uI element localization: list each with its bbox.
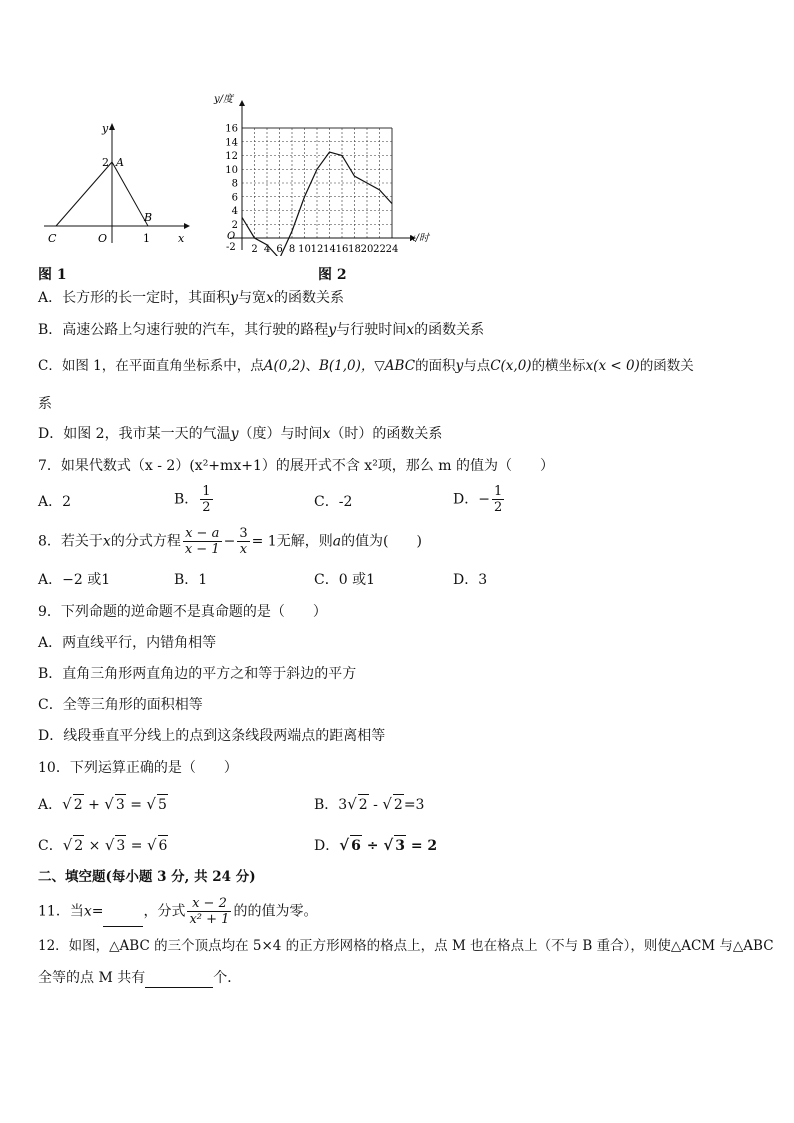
- q7-option-d: D．− $\frac{1}{2}$: [453, 484, 503, 515]
- fig2-x-label: x/时: [410, 233, 430, 244]
- fig2-x-tick-label: 16: [335, 244, 349, 255]
- fig1-y-arrow: [109, 123, 115, 130]
- fig2-y-tick-label: 8: [231, 178, 238, 190]
- fig2-x-tick-label: 12: [310, 244, 324, 255]
- fig2-x-tick-label: 24: [385, 244, 399, 255]
- fig1-point-B: B: [144, 211, 153, 224]
- q6-option-d: D．如图 2，我市某一天的气温y（度）与时间x（时）的函数关系: [38, 426, 443, 442]
- q8-option-a: A．−2 或1: [38, 572, 111, 588]
- q11-stem: 11．当x= ，分式 $\frac{x - 2}{\text{x² + 1}}$ 的的值为零。: [38, 896, 318, 927]
- fig1-segment-AB: [112, 162, 148, 226]
- q9-option-b: B．直角三角形两直角边的平方之和等于斜边的平方: [38, 666, 357, 682]
- q8-option-b: B．1: [174, 572, 208, 588]
- q10-option-a: A．√ 2 + √ 3 = √ 5: [38, 795, 167, 813]
- q9-option-d: D．线段垂直平分线上的点到这条线段两端点的距离相等: [38, 728, 386, 744]
- fig2-x-tick-label: 18: [348, 244, 361, 255]
- fig2-x-tick-label: 4: [263, 244, 271, 255]
- fig1-tick-1: 1: [143, 232, 150, 245]
- q10-option-d: D．√ 6 ÷ √ 3 = 2: [314, 836, 438, 854]
- q6-option-c-cont: 系: [38, 396, 52, 412]
- fig2-origin: O: [227, 231, 236, 242]
- fig2-y-tick-label: 4: [231, 206, 238, 217]
- q9-option-a: A．两直线平行，内错角相等: [38, 635, 217, 651]
- fig2-y-tick-label: 10: [225, 164, 238, 176]
- q9-option-c: C．全等三角形的面积相等: [38, 697, 203, 713]
- q10-option-b: B．3√ 2 - √ 2=3: [314, 795, 425, 813]
- fig2-x-tick-label: 22: [373, 244, 386, 255]
- fig1-segment-CA: [56, 162, 112, 226]
- fig2-x-tick-label: 6: [276, 244, 283, 255]
- fig2-y-tick-label: 14: [225, 137, 238, 149]
- q7-option-b: B． $\frac{1}{2}$: [174, 484, 211, 515]
- fig2-x-tick-label: 20: [360, 244, 374, 255]
- q6-option-c: C．如图 1，在平面直角坐标系中，点A(0,2)、B(1,0)，▽ABC的面积y与点C(x,0)的横坐标x(x < 0)的函数关: [38, 358, 694, 374]
- q8-stem: 8．若关于x的分式方程 $\frac{x - a}{x - 1}$ − $\frac{3}{x}$ = 1无解，则a的值为( ): [38, 526, 422, 557]
- fig2-y-tick-label: 2: [231, 219, 238, 231]
- fig2-y-tick-label: 12: [225, 151, 238, 162]
- q12-line-2: 全等的点 M 共有 个．: [38, 970, 242, 986]
- figure-2-temperature-chart: [210, 88, 450, 256]
- section-2-heading: 二、填空题(每小题 3 分, 共 24 分): [38, 869, 256, 885]
- q10-stem: 10．下列运算正确的是（ ）: [38, 760, 238, 776]
- q9-stem: 9．下列命题的逆命题不是真命题的是（ ）: [38, 604, 327, 620]
- fig1-x-label: x: [178, 232, 185, 245]
- q8-option-d: D．3: [453, 572, 488, 588]
- fig1-caption: 图 1: [38, 267, 67, 283]
- q12-answer-blank[interactable]: [145, 973, 213, 988]
- fig2-neg-tick: -2: [226, 242, 236, 253]
- q12-line-1: 12．如图，△ABC 的三个顶点均在 5×4 的正方形网格的格点上，点 M 也在格点上（不与 B 重合），则使△ACM 与△ABC: [38, 938, 774, 954]
- fig2-x-tick-label: 10: [298, 244, 311, 255]
- fig2-y-arrow: [239, 100, 245, 106]
- q8-option-c: C．0 或1: [314, 572, 375, 588]
- q7-stem: 7．如果代数式（x - 2）(x²+mx+1）的展开式不含 x²项，那么 m 的值为（ ）: [38, 458, 554, 474]
- q6-option-b: B．高速公路上匀速行驶的汽车，其行驶的路程y与行驶时间x的函数关系: [38, 322, 485, 338]
- fig1-y-label: y: [102, 122, 109, 135]
- fig2-x-tick-label: 2: [251, 244, 258, 255]
- fig2-y-tick-label: 6: [231, 192, 238, 204]
- figure-1: [36, 118, 196, 248]
- q6-option-a: A．长方形的长一定时，其面积y与宽x的函数关系: [38, 290, 344, 306]
- fig2-x-tick-label: 14: [323, 244, 336, 255]
- q7-option-c: C．-2: [314, 494, 353, 510]
- fig1-tick-2: 2: [102, 156, 109, 169]
- fig2-x-tick-label: 8: [288, 244, 296, 255]
- fig1-origin: O: [98, 232, 108, 245]
- fig1-x-arrow: [184, 223, 190, 229]
- fig1-point-A: A: [116, 156, 124, 169]
- q7-option-a: A．2: [38, 494, 72, 510]
- fig2-y-tick-label: 16: [225, 123, 238, 135]
- q11-answer-blank[interactable]: [103, 912, 143, 927]
- fig1-point-C: C: [48, 232, 57, 245]
- fig2-caption: 图 2: [318, 267, 347, 283]
- q10-option-c: C．√ 2 × √ 3 = √ 6: [38, 836, 168, 854]
- fig2-y-label: y/度: [214, 94, 234, 105]
